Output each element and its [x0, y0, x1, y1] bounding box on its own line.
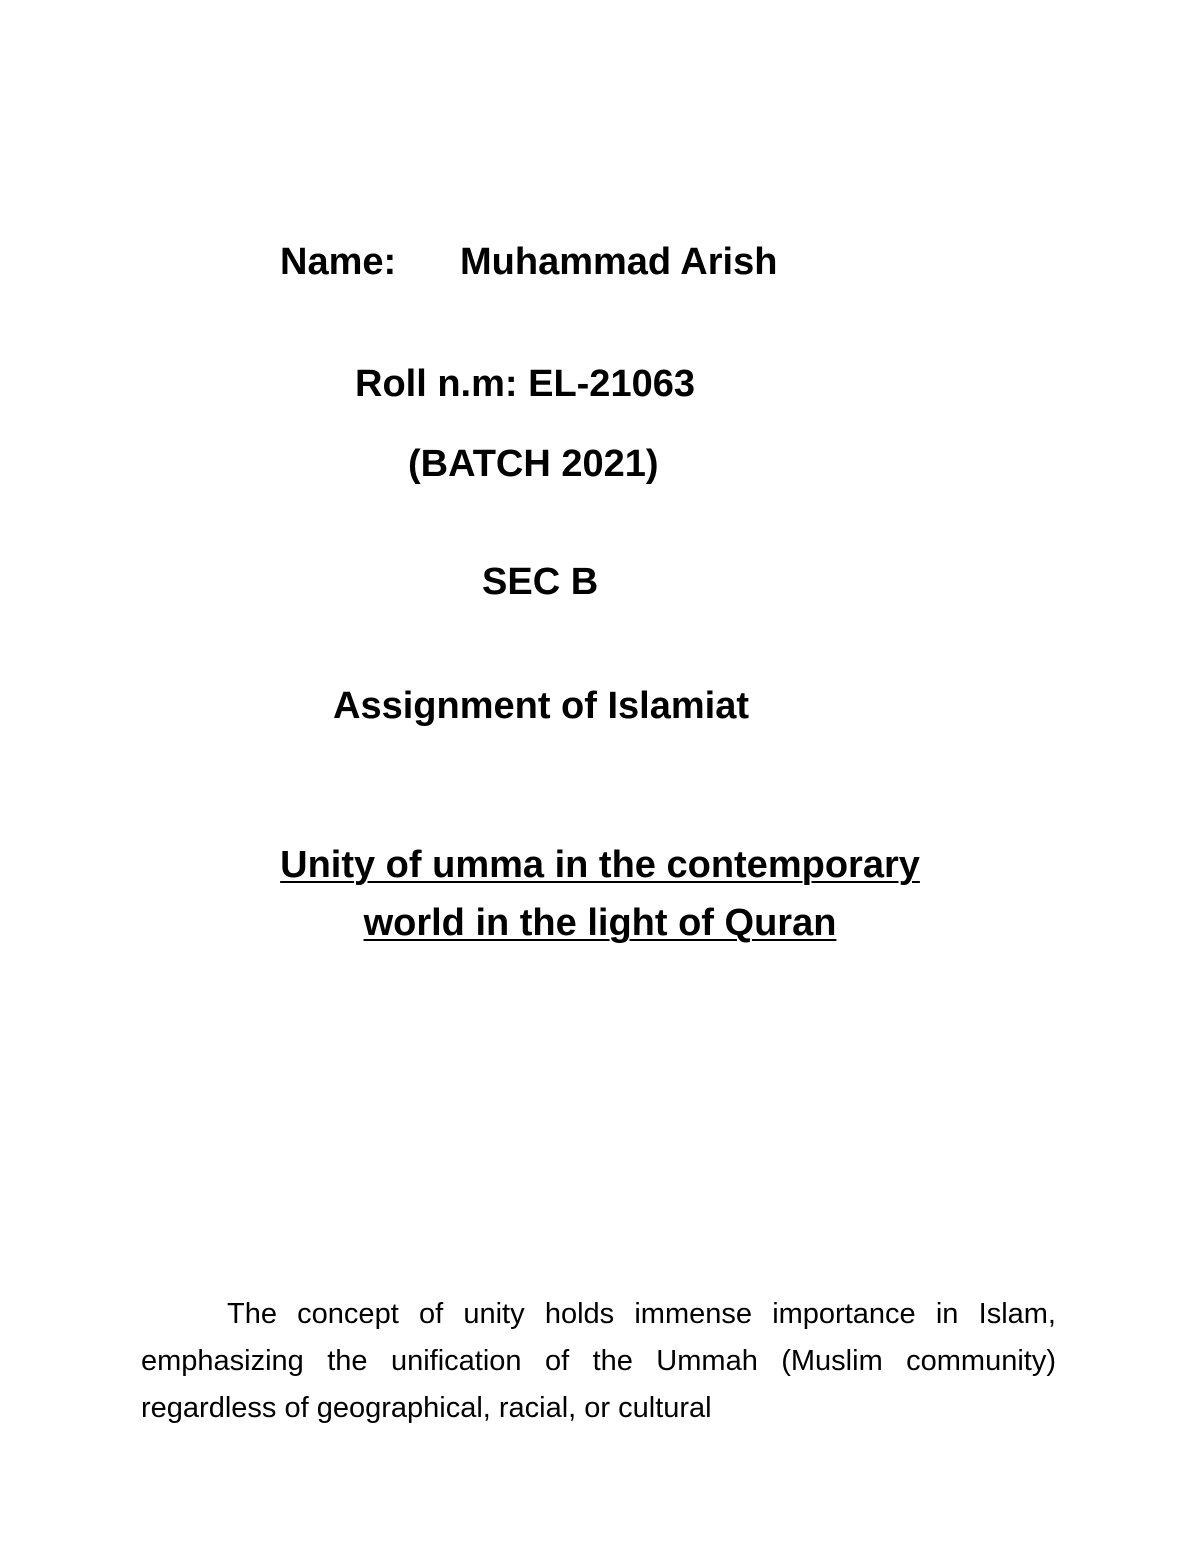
roll-number: Roll n.m: EL-21063: [355, 363, 695, 405]
name-label: Name:: [280, 241, 397, 283]
document-title: [200, 836, 1000, 952]
title-line-2: world in the light of Quran: [363, 902, 837, 944]
assignment-heading: Assignment of Islamiat: [333, 685, 749, 727]
section: SEC B: [482, 561, 599, 603]
batch: (BATCH 2021): [408, 443, 659, 485]
name-value: Muhammad Arish: [460, 241, 778, 283]
body-paragraph: The concept of unity holds immense importance in Islam, emphasizing the unification of the Ummah (Muslim community) regardless of geographical, racial, or cultural: [141, 1298, 1056, 1424]
title-line-1: Unity of umma in the contemporary: [280, 844, 920, 886]
